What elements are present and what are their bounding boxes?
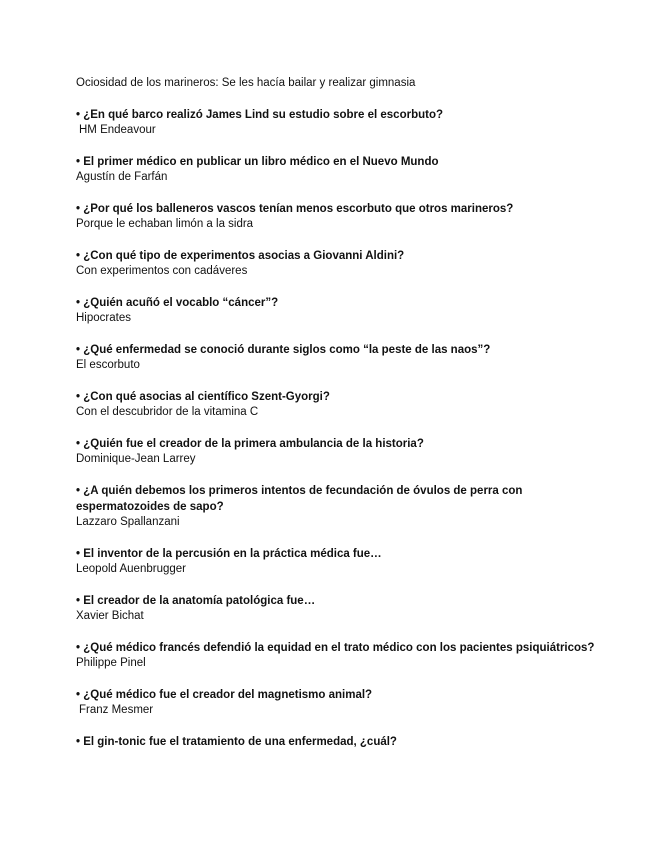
- qa-item: [76, 483, 596, 530]
- question-text: • ¿Por qué los balleneros vascos tenían menos escorbuto que otros marineros?: [76, 203, 514, 215]
- answer-text: Porque le echaban limón a la sidra: [76, 218, 254, 230]
- question-text: • ¿En qué barco realizó James Lind su estudio sobre el escorbuto?: [76, 109, 443, 121]
- qa-item: [76, 640, 596, 671]
- qa-item: [76, 687, 596, 718]
- qa-item: [76, 107, 596, 138]
- answer-text: Dominique-Jean Larrey: [76, 453, 196, 465]
- question-text: • El creador de la anatomía patológica fue…: [76, 595, 316, 607]
- qa-item: [76, 342, 596, 373]
- qa-item: [76, 389, 596, 420]
- question-text: • ¿Quién fue el creador de la primera ambulancia de la historia?: [76, 438, 424, 450]
- question-text: • ¿Con qué tipo de experimentos asocias a Giovanni Aldini?: [76, 250, 405, 262]
- qa-item: [76, 593, 596, 624]
- question-text: • ¿Qué médico francés defendió la equidad en el trato médico con los pacientes psiquiátricos?: [76, 642, 595, 654]
- question-text: • ¿Qué médico fue el creador del magnetismo animal?: [76, 689, 373, 701]
- answer-text: Agustín de Farfán: [76, 171, 168, 183]
- answer-text: HM Endeavour: [79, 124, 156, 136]
- qa-item: [76, 436, 596, 467]
- question-text: • El gin-tonic fue el tratamiento de una enfermedad, ¿cuál?: [76, 736, 397, 748]
- question-text: • El primer médico en publicar un libro médico en el Nuevo Mundo: [76, 156, 439, 168]
- answer-text: Con el descubridor de la vitamina C: [76, 406, 259, 418]
- document-content: [76, 76, 596, 766]
- answer-text: Franz Mesmer: [79, 704, 154, 716]
- qa-item: [76, 295, 596, 326]
- answer-text: Leopold Auenbrugger: [76, 563, 186, 575]
- question-text: • ¿Quién acuñó el vocablo “cáncer”?: [76, 297, 279, 309]
- qa-item: [76, 154, 596, 185]
- answer-text: Lazzaro Spallanzani: [76, 516, 180, 528]
- answer-text: Xavier Bichat: [76, 610, 144, 622]
- answer-text: Hipocrates: [76, 312, 131, 324]
- qa-item: [76, 248, 596, 279]
- question-text: • ¿Qué enfermedad se conoció durante siglos como “la peste de las naos”?: [76, 344, 491, 356]
- answer-text: El escorbuto: [76, 359, 140, 371]
- question-text: • ¿A quién debemos los primeros intentos de fecundación de óvulos de perra con espermatozoides de sapo?: [76, 485, 523, 513]
- question-text: • ¿Con qué asocias al científico Szent-Gyorgi?: [76, 391, 330, 403]
- qa-item: [76, 201, 596, 232]
- qa-item: [76, 546, 596, 577]
- question-text: • El inventor de la percusión en la práctica médica fue…: [76, 548, 382, 560]
- answer-text: Con experimentos con cadáveres: [76, 265, 248, 277]
- answer-text: Philippe Pinel: [76, 657, 146, 669]
- intro-line: Ociosidad de los marineros: Se les hacía bailar y realizar gimnasia: [76, 77, 416, 89]
- qa-item: [76, 734, 596, 750]
